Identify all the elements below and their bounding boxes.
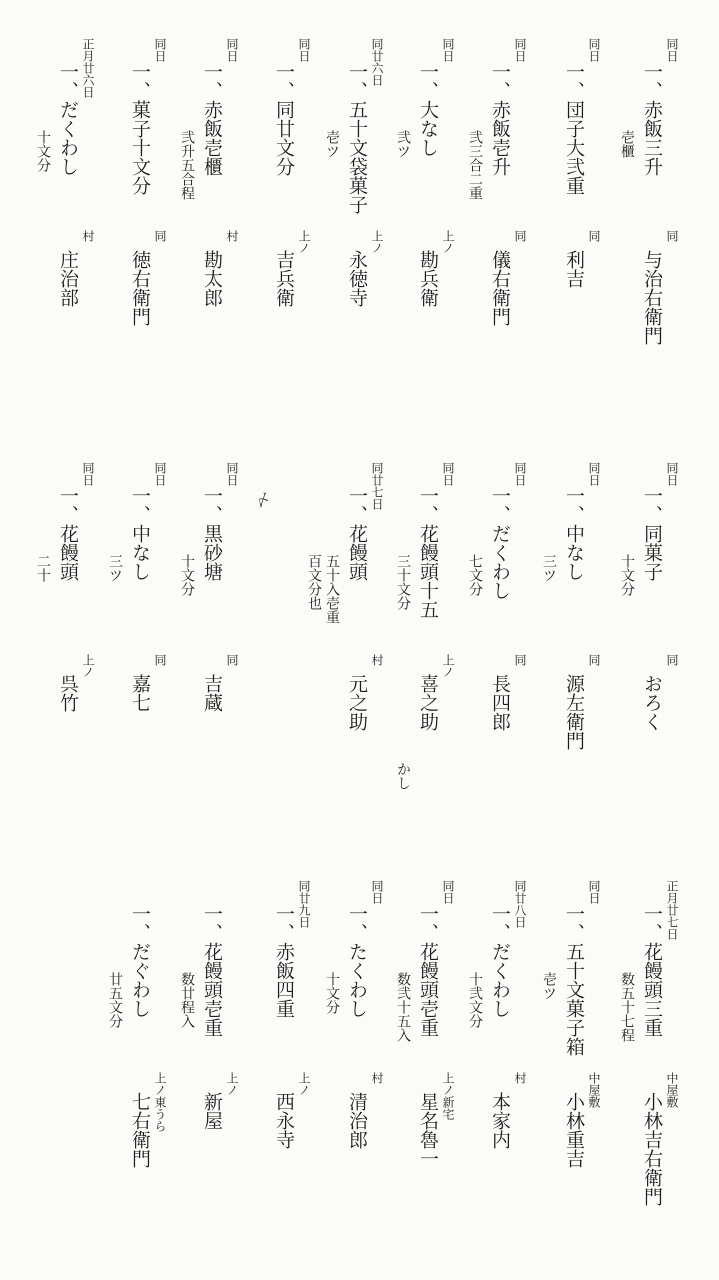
item-name: 一、中なし (563, 486, 585, 581)
item-quantity: 百文分也 (306, 554, 322, 610)
item-quantity: 数五十七程 (619, 972, 635, 1042)
item-name: 一、だくわし (489, 904, 511, 1018)
giver-name: 小林重吉 (563, 1092, 585, 1168)
item-quantity: 三十文分 (395, 554, 411, 610)
entry-date: 同日 (587, 880, 601, 904)
giver-place: 上ノ新宅 (441, 1072, 455, 1120)
ledger-entry (35, 462, 95, 862)
item-name: 一、中なし (129, 486, 151, 581)
giver-name: 与治右衛門 (641, 250, 663, 345)
giver-place: 同 (665, 230, 679, 242)
ledger-entry (324, 38, 384, 438)
entry-date: 同日 (513, 462, 527, 486)
item-quantity: 壱櫃 (619, 130, 635, 158)
item-quantity: 十文分 (324, 972, 340, 1014)
ledger-entry (467, 38, 527, 438)
giver-name: 元之助 (346, 674, 368, 731)
item-name: 一、赤飯壱升 (489, 62, 511, 176)
giver-name: 源左衛門 (563, 674, 585, 750)
giver-place: 同 (513, 230, 527, 242)
giver-place: 村 (513, 1072, 527, 1084)
item-name: 一、大なし (417, 62, 439, 157)
item-name: 一、菓子十文分 (129, 62, 151, 195)
giver-place: 同 (153, 654, 167, 666)
ledger-entry (35, 38, 95, 438)
entry-date: 同廿七日 (370, 462, 384, 510)
giver-name: 儀右衛門 (489, 250, 511, 326)
giver-place: 同 (587, 230, 601, 242)
item-quantity: 壱ツ (324, 130, 340, 158)
ledger-entry (619, 462, 679, 862)
ledger-entry (467, 880, 527, 1280)
entry-date: 正月廿六日 (81, 38, 95, 98)
ledger-entry (107, 462, 167, 862)
giver-name: 吉蔵 (201, 674, 223, 712)
ledger-entry (107, 880, 167, 1280)
item-name: 一、同廿文分 (273, 62, 295, 176)
entry-date: 同日 (225, 462, 239, 486)
giver-name: 西永寺 (273, 1092, 295, 1149)
item-name: 一、五十文菓子箱 (563, 904, 585, 1056)
item-quantity: 数廿程入 (179, 972, 195, 1028)
giver-place: 村 (81, 230, 95, 242)
item-name: 一、花饅頭十五 (417, 486, 439, 619)
giver-name: 吉兵衛 (273, 250, 295, 307)
giver-place: 上ノ (441, 654, 455, 678)
giver-name: 利吉 (563, 250, 585, 288)
item-quantity: 弐升五合程 (179, 130, 195, 200)
item-name: 一、五十文袋菓子 (346, 62, 368, 214)
giver-name: 呉竹 (57, 674, 79, 712)
item-quantity: 十文分 (35, 130, 51, 172)
giver-name: おろく (641, 674, 663, 731)
scratch-mark: 〆 (253, 490, 274, 512)
entry-date: 正月廿七日 (665, 880, 679, 940)
giver-name: 小林吉右衛門 (641, 1092, 663, 1206)
giver-place: 村 (370, 654, 384, 666)
item-name: 一、同菓子 (641, 486, 663, 581)
item-name: 一、赤飯三升 (641, 62, 663, 176)
giver-place: 同 (665, 654, 679, 666)
item-quantity: 壱ツ (541, 972, 557, 1000)
giver-place: 同 (153, 230, 167, 242)
entry-date: 同日 (441, 38, 455, 62)
ledger-entry (541, 462, 601, 862)
giver-name: 星名魯一 (417, 1092, 439, 1168)
item-quantity: 弐三合二重 (467, 130, 483, 200)
item-name: 一、だぐわし (129, 904, 151, 1018)
entry-date: 同日 (441, 462, 455, 486)
entry-date: 同日 (225, 38, 239, 62)
entry-date: 同日 (665, 38, 679, 62)
item-name: 一、花饅頭 (346, 486, 368, 581)
giver-place: 上ノ (81, 654, 95, 678)
entry-date: 同日 (297, 38, 311, 62)
entry-date: 同廿八日 (513, 880, 527, 928)
giver-name: 喜之助 (417, 674, 439, 731)
item-name: 一、赤飯壱櫃 (201, 62, 223, 176)
giver-place: 村 (370, 1072, 384, 1084)
item-name: 一、団子大弐重 (563, 62, 585, 195)
giver-place: 上ノ (297, 230, 311, 254)
ledger-entry (272, 880, 310, 1280)
ledger-entry (467, 462, 527, 862)
giver-name: 嘉七 (129, 674, 151, 712)
giver-place: 中屋敷 (587, 1072, 601, 1108)
giver-place: 上ノ (370, 230, 384, 254)
item-quantity: 数弐十五入 (395, 972, 411, 1042)
ledger-entry (179, 462, 239, 862)
entry-date: 同日 (153, 462, 167, 486)
item-name: 一、花饅頭三重 (641, 904, 663, 1037)
ledger-entry (179, 38, 239, 438)
ledger-entry (128, 38, 166, 438)
ledger-entry (562, 38, 600, 438)
item-quantity: 五十入壱重 (324, 554, 340, 624)
item-quantity: 十文分 (619, 554, 635, 596)
giver-name: 長四郎 (489, 674, 511, 731)
item-quantity: 七文分 (467, 554, 483, 596)
giver-name: 清治郎 (346, 1092, 368, 1149)
giver-name: 勘太郎 (201, 250, 223, 307)
item-quantity: 三ツ (107, 554, 123, 582)
item-name: 一、花饅頭壱重 (417, 904, 439, 1037)
entry-date: 同日 (153, 38, 167, 62)
item-name: 一、だくわし (489, 486, 511, 600)
ledger-entry (306, 462, 384, 862)
ledger-entry (179, 880, 239, 1280)
item-name: 一、黒砂塘 (201, 486, 223, 581)
item-name: 一、だくわし (57, 62, 79, 176)
giver-place: 同 (587, 654, 601, 666)
giver-name: 本家内 (489, 1092, 511, 1149)
ledger-entry (395, 462, 455, 862)
item-name: 一、たくわし (346, 904, 368, 1018)
giver-name: 七右衛門 (129, 1092, 151, 1168)
ledger-entry (619, 38, 679, 438)
item-quantity: 三ツ (541, 554, 557, 582)
item-quantity: 十弐文分 (467, 972, 483, 1028)
entry-date: 同日 (513, 38, 527, 62)
giver-note: かし (395, 762, 411, 790)
ledger-entry (272, 38, 310, 438)
giver-place: 上ノ東うら (153, 1072, 167, 1132)
giver-place: 同 (225, 654, 239, 666)
entry-date: 同日 (587, 462, 601, 486)
giver-place: 上ノ (297, 1072, 311, 1096)
item-quantity: 弐ツ (395, 130, 411, 158)
giver-place: 上ノ (441, 230, 455, 254)
ledger-entry (619, 880, 679, 1280)
entry-date: 同日 (441, 880, 455, 904)
giver-name: 新屋 (201, 1092, 223, 1130)
giver-name: 勘兵衛 (417, 250, 439, 307)
item-quantity: 廿五文分 (107, 972, 123, 1028)
ledger-entry (541, 880, 601, 1280)
item-name: 一、花饅頭 (57, 486, 79, 581)
entry-date: 同廿九日 (297, 880, 311, 928)
entry-date: 同日 (370, 880, 384, 904)
entry-date: 同日 (81, 462, 95, 486)
ledger-entry (395, 880, 455, 1280)
entry-date: 同日 (587, 38, 601, 62)
giver-place: 同 (513, 654, 527, 666)
giver-name: 永徳寺 (346, 250, 368, 307)
entry-date: 同廿六日 (370, 38, 384, 86)
item-name: 一、花饅頭壱重 (201, 904, 223, 1037)
giver-place: 村 (225, 230, 239, 242)
giver-name: 庄治部 (57, 250, 79, 307)
item-quantity: 十文分 (179, 554, 195, 596)
item-name: 一、赤飯四重 (273, 904, 295, 1018)
ledger-entry (395, 38, 455, 438)
giver-place: 上ノ (225, 1072, 239, 1096)
ledger-entry (324, 880, 384, 1280)
entry-date: 同日 (665, 462, 679, 486)
giver-place: 中屋敷 (665, 1072, 679, 1108)
item-quantity: 二十 (35, 554, 51, 582)
giver-name: 徳右衛門 (129, 250, 151, 326)
